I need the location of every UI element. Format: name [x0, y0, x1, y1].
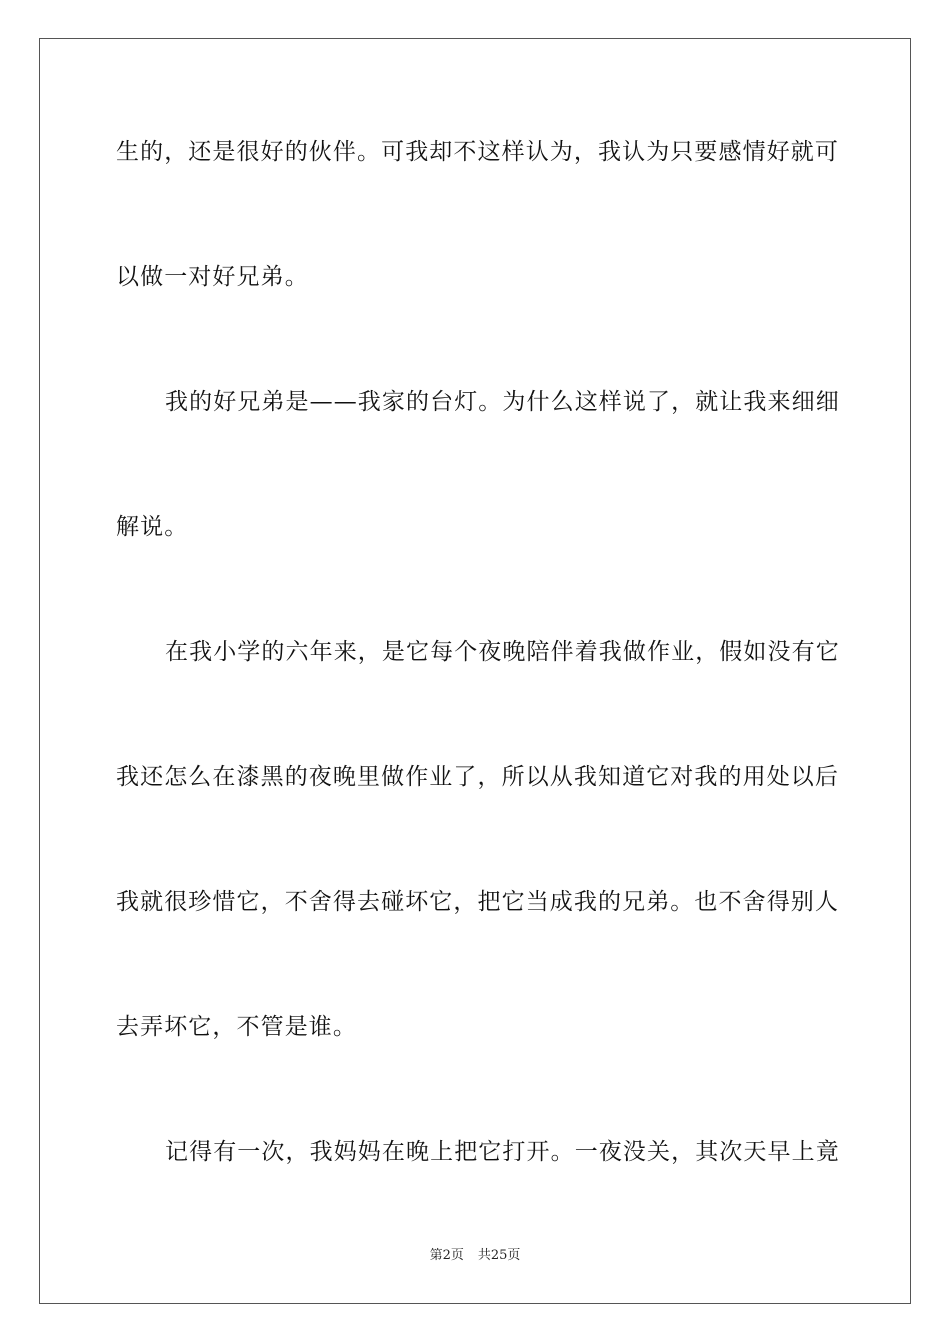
page-total: 共25页 [477, 1248, 521, 1263]
text-line: 记得有一次，我妈妈在晚上把它打开。一夜没关，其次天早上竟 [165, 1139, 840, 1165]
text-line: 解说。 [116, 514, 189, 540]
page-frame [39, 38, 911, 1304]
text-line: 我还怎么在漆黑的夜晚里做作业了，所以从我知道它对我的用处以后 [116, 764, 839, 790]
text-line: 在我小学的六年来，是它每个夜晚陪伴着我做作业，假如没有它 [165, 639, 840, 665]
page-footer [0, 1247, 950, 1265]
text-line: 我就很珍惜它，不舍得去碰坏它，把它当成我的兄弟。也不舍得别人 [116, 889, 839, 915]
text-line: 生的，还是很好的伙伴。可我却不这样认为，我认为只要感情好就可 [116, 139, 839, 165]
page-number: 第2页 [429, 1248, 464, 1263]
text-line: 我的好兄弟是——我家的台灯。为什么这样说了，就让我来细细 [165, 389, 840, 415]
text-line: 以做一对好兄弟。 [116, 264, 309, 290]
text-line: 去弄坏它，不管是谁。 [116, 1014, 357, 1040]
